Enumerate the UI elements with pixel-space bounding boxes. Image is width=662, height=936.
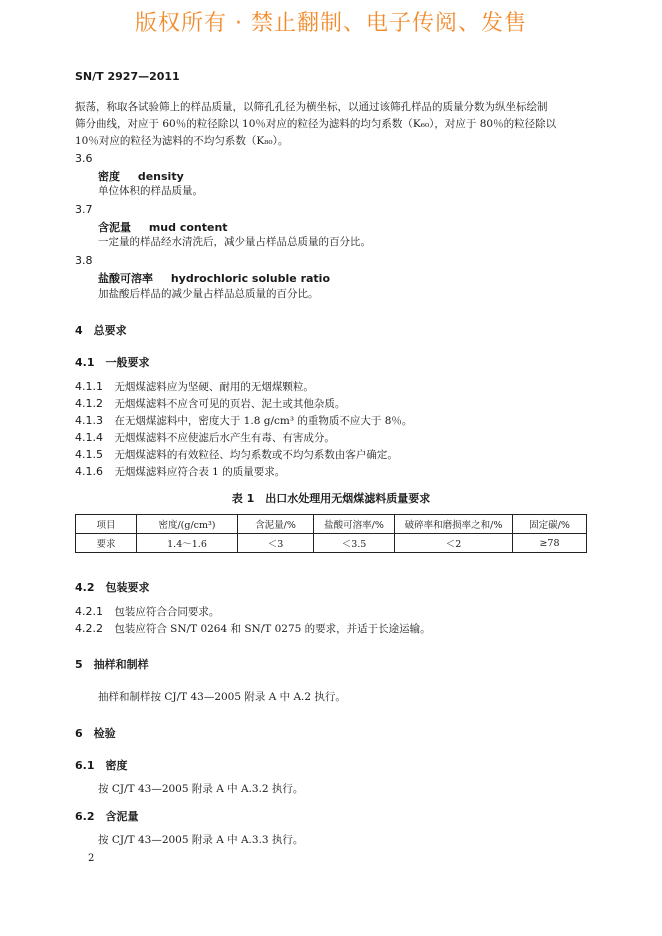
term-en: hydrochloric soluble ratio	[170, 272, 330, 285]
page-number: 2	[88, 853, 95, 864]
table-cell: ＜3.5	[314, 534, 395, 553]
table-cell: 要求	[76, 534, 137, 553]
table-header-cell: 密度/(g/cm³)	[137, 515, 238, 534]
term-density	[98, 168, 184, 184]
clause-text: 在无烟煤滤料中，密度大于 1.8 g/cm³ 的重物质不应大于 8％。	[114, 415, 413, 427]
clause-text: 无烟煤滤料应符合表 1 的质量要求。	[114, 466, 286, 478]
term-mud-content	[98, 219, 228, 235]
watermark-banner: 版权所有 · 禁止翻制、电子传阅、发售	[135, 11, 527, 36]
section-4-title: 4 总要求	[75, 324, 127, 337]
section-6-2-title: 6.2 含泥量	[75, 810, 139, 823]
intro-line-2: 筛分曲线，对应于 60％的粒径除以 10％对应的粒径为滤料的均匀系数（K₆₀），对应于 80％的粒径除以	[75, 118, 557, 130]
table-row	[76, 534, 587, 553]
intro-line-1: 振荡，称取各试验筛上的样品质量，以筛孔孔径为横坐标，以通过该筛孔样品的质量分数为纵坐标绘制	[75, 101, 548, 113]
clause-number: 4.1.6	[75, 465, 103, 478]
clause-text: 无烟煤滤料应为坚硬、耐用的无烟煤颗粒。	[114, 381, 314, 393]
section-5-title: 5 抽样和制样	[75, 658, 149, 671]
term-cn: 密度	[98, 170, 120, 183]
term-hydrochloric-soluble-ratio	[98, 270, 330, 286]
clause-4-1-4	[75, 429, 335, 447]
term-en: mud content	[148, 221, 228, 234]
clause-text: 包装应符合合同要求。	[114, 606, 220, 618]
clause-text: 无烟煤滤料的有效粒径、均匀系数或不均匀系数由客户确定。	[114, 449, 398, 461]
table-header-cell: 含泥量/%	[238, 515, 314, 534]
table-cell: ＜3	[238, 534, 314, 553]
table-header-cell: 固定碳/%	[513, 515, 587, 534]
section-4-2-title: 4.2 包装要求	[75, 581, 150, 594]
table-header-row	[76, 515, 587, 534]
clause-number: 4.2.2	[75, 622, 103, 635]
clause-text: 无烟煤滤料不应使滤后水产生有毒、有害成分。	[114, 432, 335, 444]
table-cell: 1.4～1.6	[137, 534, 238, 553]
clause-4-1-6	[75, 463, 285, 481]
table-cell: ≥78	[513, 534, 587, 553]
clause-3-7-number: 3.7	[75, 203, 93, 216]
table-cell: ＜2	[395, 534, 513, 553]
clause-3-8-number: 3.8	[75, 254, 93, 267]
clause-text: 包装应符合 SN/T 0264 和 SN/T 0275 的要求，并适于长途运输。	[114, 623, 431, 635]
clause-4-1-2	[75, 395, 345, 413]
table-header-cell: 破碎率和磨损率之和/%	[395, 515, 513, 534]
clause-number: 4.1.5	[75, 448, 103, 461]
quality-requirements-table	[75, 514, 587, 553]
clause-4-2-2	[75, 620, 431, 638]
clause-text: 无烟煤滤料不应含可见的页岩、泥土或其他杂质。	[114, 398, 346, 410]
table-1-caption: 表 1 出口水处理用无烟煤滤料质量要求	[231, 492, 431, 505]
section-6-1-title: 6.1 密度	[75, 759, 128, 772]
intro-line-3: 10％对应的粒径为滤料的不均匀系数（K₈₀）。	[75, 135, 289, 147]
standard-number: SN/T 2927—2011	[75, 70, 180, 83]
section-6-1-text: 按 CJ/T 43—2005 附录 A 中 A.3.2 执行。	[98, 783, 304, 795]
term-cn: 含泥量	[98, 221, 131, 234]
clause-number: 4.1.1	[75, 380, 103, 393]
clause-number: 4.1.2	[75, 397, 103, 410]
term-mud-content-definition: 一定量的样品经水清洗后，减少量占样品总质量的百分比。	[98, 236, 371, 248]
table-header-cell: 盐酸可溶率/%	[314, 515, 395, 534]
clause-number: 4.1.3	[75, 414, 103, 427]
clause-3-6-number: 3.6	[75, 152, 93, 165]
section-4-1-title: 4.1 一般要求	[75, 356, 150, 369]
term-cn: 盐酸可溶率	[98, 272, 153, 285]
clause-number: 4.1.4	[75, 431, 103, 444]
section-6-2-text: 按 CJ/T 43—2005 附录 A 中 A.3.3 执行。	[98, 834, 304, 846]
term-hydrochloric-soluble-ratio-definition: 加盐酸后样品的减少量占样品总质量的百分比。	[98, 288, 319, 300]
clause-4-2-1	[75, 603, 219, 621]
table-header-cell: 项目	[76, 515, 137, 534]
clause-4-1-5	[75, 446, 398, 464]
section-6-title: 6 检验	[75, 727, 116, 740]
clause-4-1-1	[75, 378, 314, 396]
clause-number: 4.2.1	[75, 605, 103, 618]
term-en: density	[137, 170, 184, 183]
term-density-definition: 单位体积的样品质量。	[98, 185, 203, 197]
clause-4-1-3	[75, 412, 412, 430]
section-5-text: 抽样和制样按 CJ/T 43—2005 附录 A 中 A.2 执行。	[98, 691, 346, 703]
